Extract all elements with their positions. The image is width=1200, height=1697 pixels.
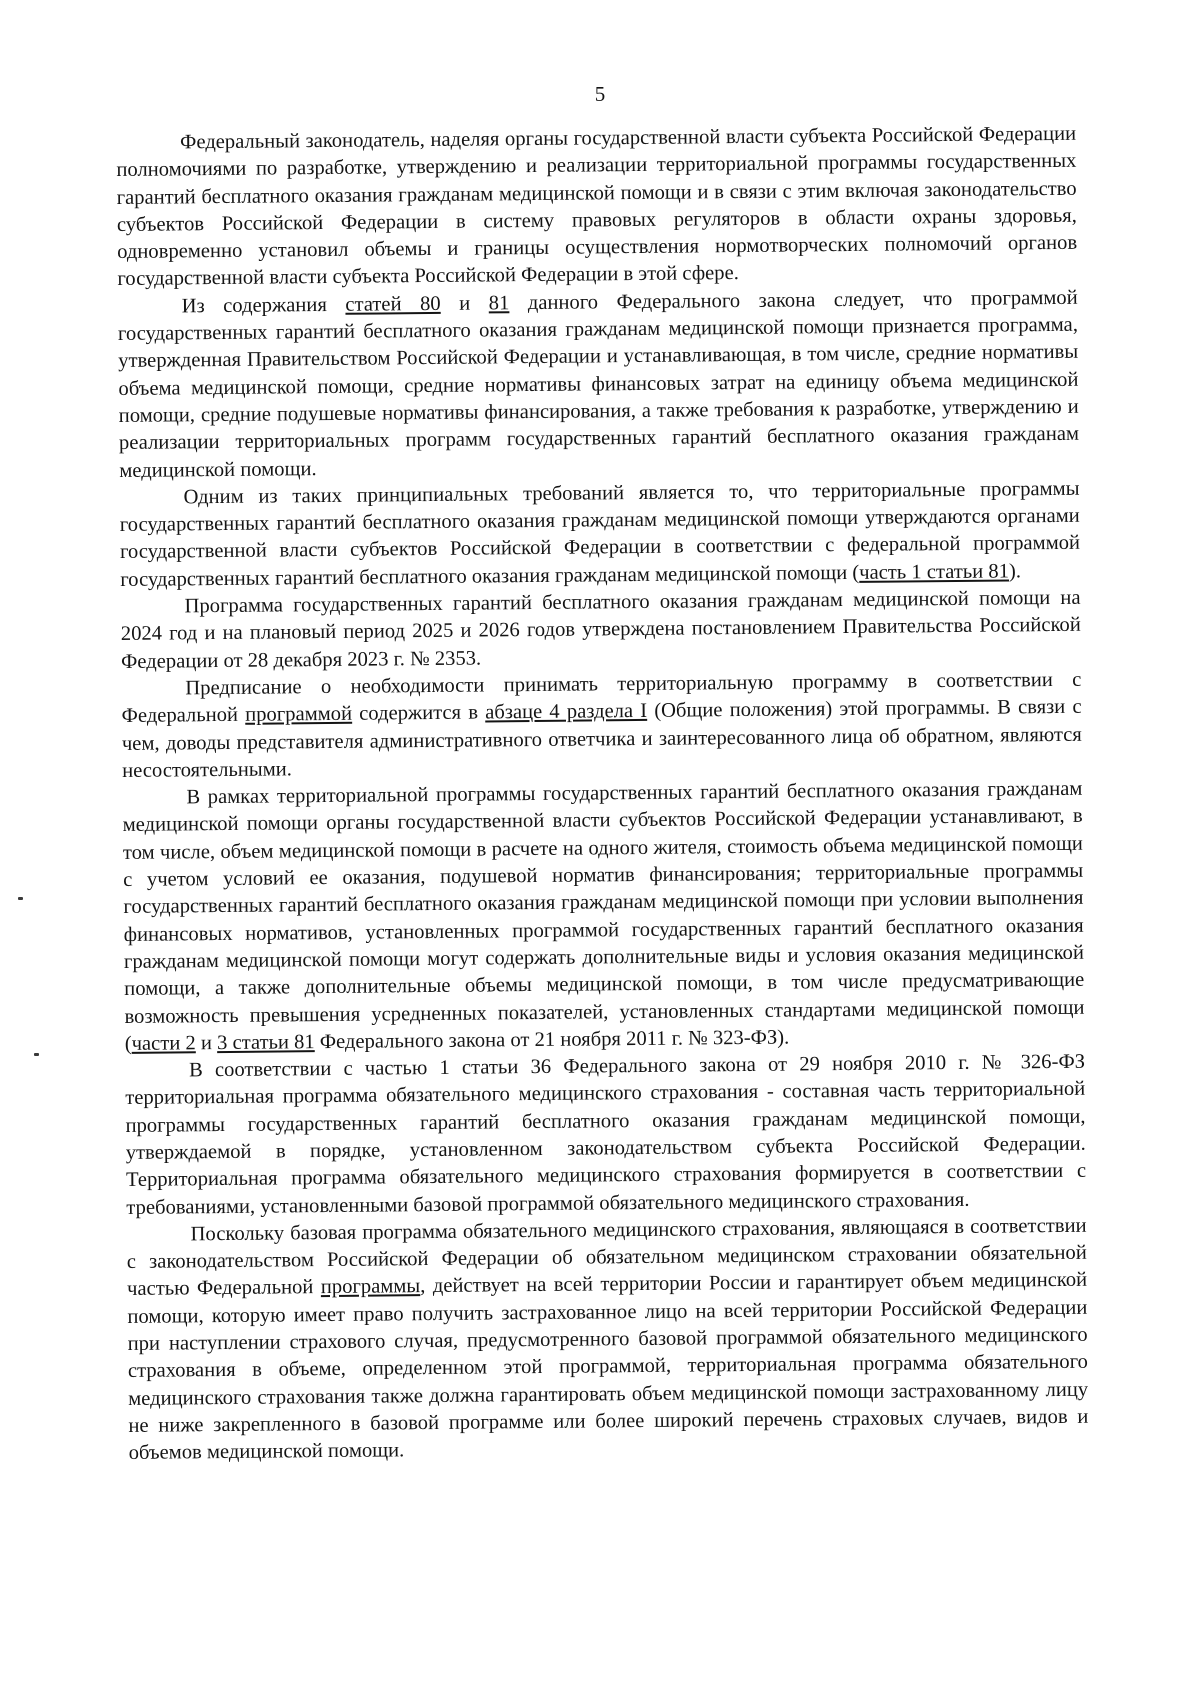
paragraph-2 (118, 285, 1080, 485)
paragraph-text: (Общие положения) этой программы. В связи с чем, доводы представителя административного ответчика и заинтересованного лица об обратном, являются несостоятельными. (121, 695, 1082, 782)
scan-speck (18, 897, 23, 900)
paragraph-text: данного Федерального закона следует, что программой государственных гарантий бесплатного оказания гражданам медицинской помощи признается программа, утвержденная Правительством Российской Федерации и устанавливающая, в том числе, средние нормативы объема медицинской помощи, средние нормативы финансовых затрат на единицу объема медицинской помощи, средние подушевые нормативы финансирования, а также требования к разработке, утверждению и реализации территориальных программ государственных гарантий бесплатного оказания гражданам медицинской помощи. (117, 286, 1080, 482)
paragraph-text: Предписание о необходимости принимать территориальную программу в соответствии с Федеральной (121, 668, 1082, 728)
legal-reference-link[interactable]: части 2 (131, 1032, 196, 1055)
paragraph-text: и (440, 292, 489, 315)
paragraph-6 (122, 776, 1085, 1058)
paragraph-text: Программа государственных гарантий бесплатного оказания гражданам медицинской помощи на 2024 год и на плановый период 2025 и 2026 годов утверждена постановлением Правительства Российской Федерации от 28 декабря 2023 г. № 2353. (120, 586, 1081, 673)
page-number: 5 (594, 82, 606, 106)
legal-reference-link[interactable]: абзаце 4 раздела I (485, 700, 648, 724)
paragraph-text: и (195, 1031, 218, 1055)
legal-reference-link[interactable]: программой (245, 702, 353, 727)
legal-reference-link[interactable]: статей 80 (345, 292, 441, 316)
paragraph-text: , действует на всей территории России и гарантирует объем медицинской помощи, которую имеет право получить застрахованное лицо на всей территории Российской Федерации при наступлении страхового случая, предусмотренного базовой программой обязательного медицинского страхования в объеме, определенном этой программой, территориальная программа обязательного медицинского страхования также должна гарантировать объем медицинской помощи застрахованному лицу не ниже закрепленного в базовой программе или более широкий перечень страховых случаев, видов и объемов медицинской помощи. (127, 1269, 1089, 1465)
paragraph-text: Федерального закона от 21 ноября 2011 г. № 323-ФЗ). (314, 1026, 790, 1053)
legal-reference-link[interactable]: 81 (488, 292, 510, 315)
paragraph-3 (119, 476, 1080, 594)
paragraph-text: ). (1008, 560, 1022, 583)
paragraph-text: В рамках территориальной программы государственных гарантий бесплатного оказания гражданам медицинской помощи органы государственной власти субъектов Российской Федерации устанавливают, в том числе, объем медицинской помощи в расчете на одного жителя, стоимость объема медицинской помощи с учетом условий ее оказания, подушевой норматив финансирования; территориальные программы государственных гарантий бесплатного оказания гражданам медицинской помощи при условии выполнения финансовых нормативов, установленных программой государственных гарантий бесплатного оказания гражданам медицинской помощи могут содержать дополнительные виды и условия оказания медицинской помощи, а также дополнительные объемы медицинской помощи, в том числе предусматривающие возможность превышения усредненных показателей, установленных стандартами медицинской помощи ( (122, 777, 1085, 1055)
paragraph-7 (125, 1049, 1087, 1222)
paragraph-4 (120, 585, 1081, 676)
paragraph-8 (126, 1213, 1088, 1468)
paragraph-text: Из содержания (181, 293, 346, 318)
paragraph-5 (121, 667, 1082, 785)
scan-speck (34, 1053, 39, 1056)
paragraph-text: Поскольку базовая программа обязательного медицинского страхования, являющаяся в соответствии с законодательством Российской Федерации об обязательном медицинском страховании обязательной частью Федеральной (126, 1214, 1087, 1301)
paragraph-1 (116, 121, 1078, 294)
legal-reference-link[interactable]: 3 статьи 81 (216, 1030, 315, 1054)
legal-reference-link[interactable]: часть 1 статьи 81 (859, 560, 1010, 584)
paragraph-text: Федеральный законодатель, наделяя органы государственной власти субъекта Российской Федерации полномочиями по разработке, утверждению и реализации территориальной программы государственных гарантий бесплатного оказания гражданам медицинской помощи и в связи с этим включая законодательство субъектов Российской Федерации в систему правовых регуляторов в области охраны здоровья, одновременно установил объемы и границы осуществления нормотворческих полномочий органов государственной власти субъекта Российской Федерации в этой сфере. (116, 122, 1078, 291)
document-body (116, 121, 1089, 1468)
paragraph-text: содержится в (351, 701, 486, 725)
paragraph-text: Одним из таких принципиальных требований является то, что территориальные программы государственных гарантий бесплатного оказания гражданам медицинской помощи утверждаются органами государственной власти субъектов Российской Федерации в соответствии с федеральной программой государственных гарантий бесплатного оказания гражданам медицинской помощи ( (119, 477, 1081, 591)
legal-reference-link[interactable]: программы (320, 1275, 421, 1299)
paragraph-text: В соответствии с частью 1 статьи 36 Федерального закона от 29 ноября 2010 г. № 326-ФЗ территориальная программа обязательного медицинского страхования - составная часть территориальной программы государственных гарантий бесплатного оказания гражданам медицинской помощи, утверждаемой в порядке, установленном законодательством субъекта Российской Федерации. Территориальная программа обязательного медицинского страхования формируется в соответствии с требованиями, установленными базовой программой обязательного медицинского страхования. (125, 1050, 1087, 1219)
